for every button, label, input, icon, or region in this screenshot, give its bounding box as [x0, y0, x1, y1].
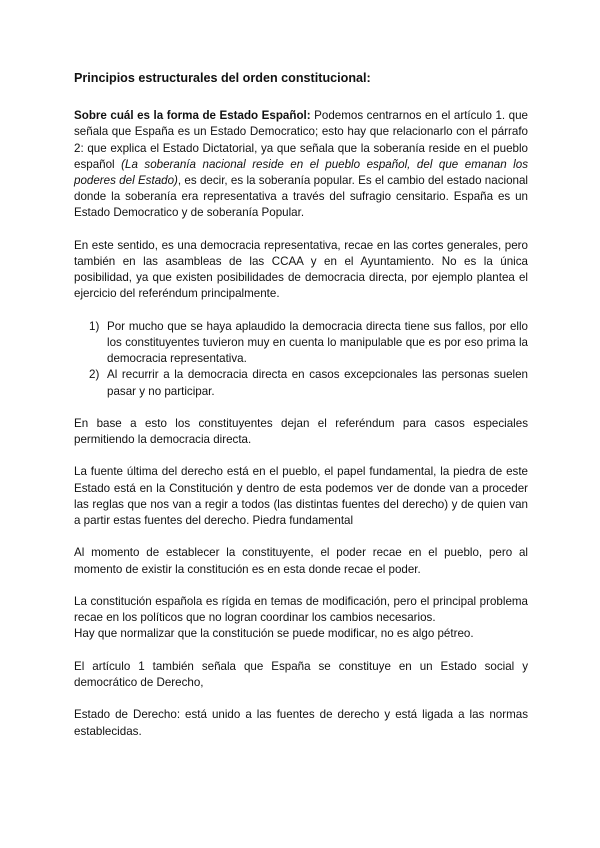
paragraph-forma-estado [74, 108, 528, 221]
paragraph-estado-derecho: Estado de Derecho: está unido a las fuentes de derecho y está ligada a las normas establecidas. [74, 708, 528, 738]
paragraph-rigidez [74, 594, 528, 643]
constitution-quote: (La soberanía nacional reside en el pueblo español, del que emanan los poderes del Estado) [74, 157, 528, 188]
paragraph-estado-social: El artículo 1 también señala que España se constituye en un Estado social y democrático de Derecho, [74, 659, 528, 690]
numbered-list [74, 319, 528, 400]
paragraph-text: La constitución española es rígida en temas de modificación, pero el principal problema recae en los políticos que no logran coordinar los cambios necesarios. [74, 595, 528, 625]
paragraph-text: , es decir, es la soberanía popular. Es el cambio del estado nacional donde la soberanía era representativa a través del sufragio censitario. España es un Estado Democratico y de soberanía Popular. [74, 174, 528, 220]
paragraph-referendum: En base a esto los constituyentes dejan el referéndum para casos especiales permitiendo la democracia directa. [74, 416, 528, 447]
list-item-text: Al recurrir a la democracia directa en casos excepcionales las personas suelen pasar y no participar. [107, 368, 528, 398]
list-item-number: 1) [89, 319, 100, 333]
paragraph-text: Podemos centrarnos en el artículo 1. que señala que España es un Estado Democratico; esto hay que relacionarlo con el párrafo 2: que explica el Estado Dictatorial, ya que señala que la soberanía reside en el pueblo español [74, 109, 528, 171]
document-page [74, 70, 528, 756]
list-item [74, 319, 528, 368]
paragraph-text: Hay que normalizar que la constitución se puede modificar, no es algo pétreo. [74, 627, 474, 641]
document-title: Principios estructurales del orden constitucional: [74, 71, 371, 85]
paragraph-fuente-derecho: La fuente última del derecho está en el pueblo, el papel fundamental, la piedra de este Estado está en la Constitución y dentro de esta podemos ver de donde van a proceder las reglas que nos van a regir a todos (las distintas fuentes del derecho) y de quien van a partir estas fuentes del derecho. Piedra fundamental [74, 465, 528, 528]
list-item-text: Por mucho que se haya aplaudido la democracia directa tiene sus fallos, por ello los constituyentes tuvieron muy en cuenta lo manipulable que es por eso prima la democracia representativa. [107, 319, 528, 366]
paragraph-lead: Sobre cuál es la forma de Estado Español: [74, 109, 311, 123]
paragraph-poder-constituyente: Al momento de establecer la constituyente, el poder recae en el pueblo, pero al momento de existir la constitución es en esta donde recae el poder. [74, 546, 528, 576]
list-item-number: 2) [89, 368, 100, 382]
list-item [74, 367, 528, 399]
paragraph-democracia-representativa: En este sentido, es una democracia representativa, recae en las cortes generales, pero también en las asambleas de las CCAA y en el Ayuntamiento. No es la única posibilidad, ya que existen posibilidades de democracia directa, por ejemplo plantea el ejercicio del referéndum principalmente. [74, 238, 528, 301]
